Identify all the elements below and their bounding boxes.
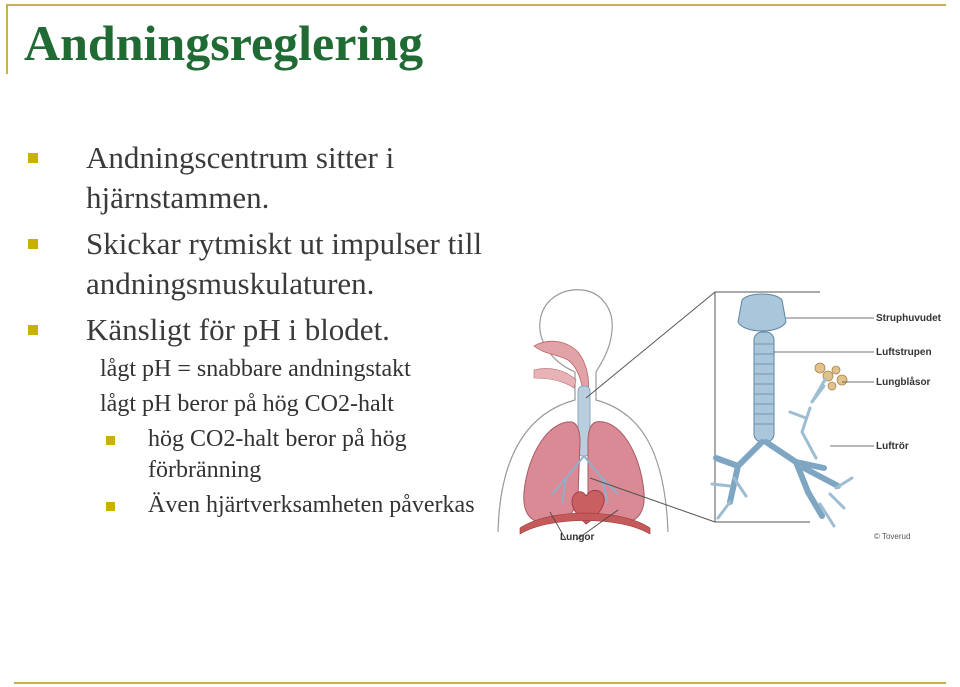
bullet-item <box>20 310 490 350</box>
respiratory-system-illustration <box>490 282 954 564</box>
enlarged-airway <box>712 294 852 526</box>
square-bullet-icon <box>28 153 38 163</box>
bullet-text: Känsligt för pH i blodet. <box>86 312 390 347</box>
top-left-rule <box>6 4 8 74</box>
square-bullet-icon <box>28 239 38 249</box>
oral-cavity <box>534 368 576 388</box>
bullet-item <box>20 138 490 218</box>
sub-bullet-item <box>20 490 490 521</box>
sub-bullet-item <box>20 424 490 486</box>
sub-bullet-text: Även hjärtverksamheten påverkas <box>148 492 475 518</box>
slide-title: Andningsreglering <box>24 15 424 71</box>
label-lungs: Lungor <box>560 532 595 543</box>
trachea-enlarged <box>754 332 774 442</box>
bottom-rule <box>14 682 946 684</box>
sub-bullet-text: hög CO2-halt beror på hög förbränning <box>148 426 407 483</box>
label-bronchi: Luftrör <box>876 441 909 452</box>
square-bullet-icon <box>106 502 115 511</box>
bullet-text: Andningscentrum sitter i hjärnstammen. <box>86 140 395 215</box>
top-rule <box>6 4 946 6</box>
bullet-item <box>20 224 490 304</box>
sub-item: lågt pH beror på hög CO2-halt <box>100 391 394 417</box>
bullet-text: Skickar rytmiskt ut impulser till andningsmuskulaturen. <box>86 226 483 301</box>
square-bullet-icon <box>28 325 38 335</box>
nasal-cavity <box>534 341 589 390</box>
label-alveoli: Lungblåsor <box>876 377 931 388</box>
larynx-shape <box>738 294 786 331</box>
label-larynx: Struphuvudet <box>876 313 941 324</box>
label-credit: © Toverud <box>874 532 911 541</box>
bullet-list <box>20 138 490 525</box>
label-trachea: Luftstrupen <box>876 347 932 358</box>
sub-item: lågt pH = snabbare andningstakt <box>100 356 411 382</box>
square-bullet-icon <box>106 436 115 445</box>
